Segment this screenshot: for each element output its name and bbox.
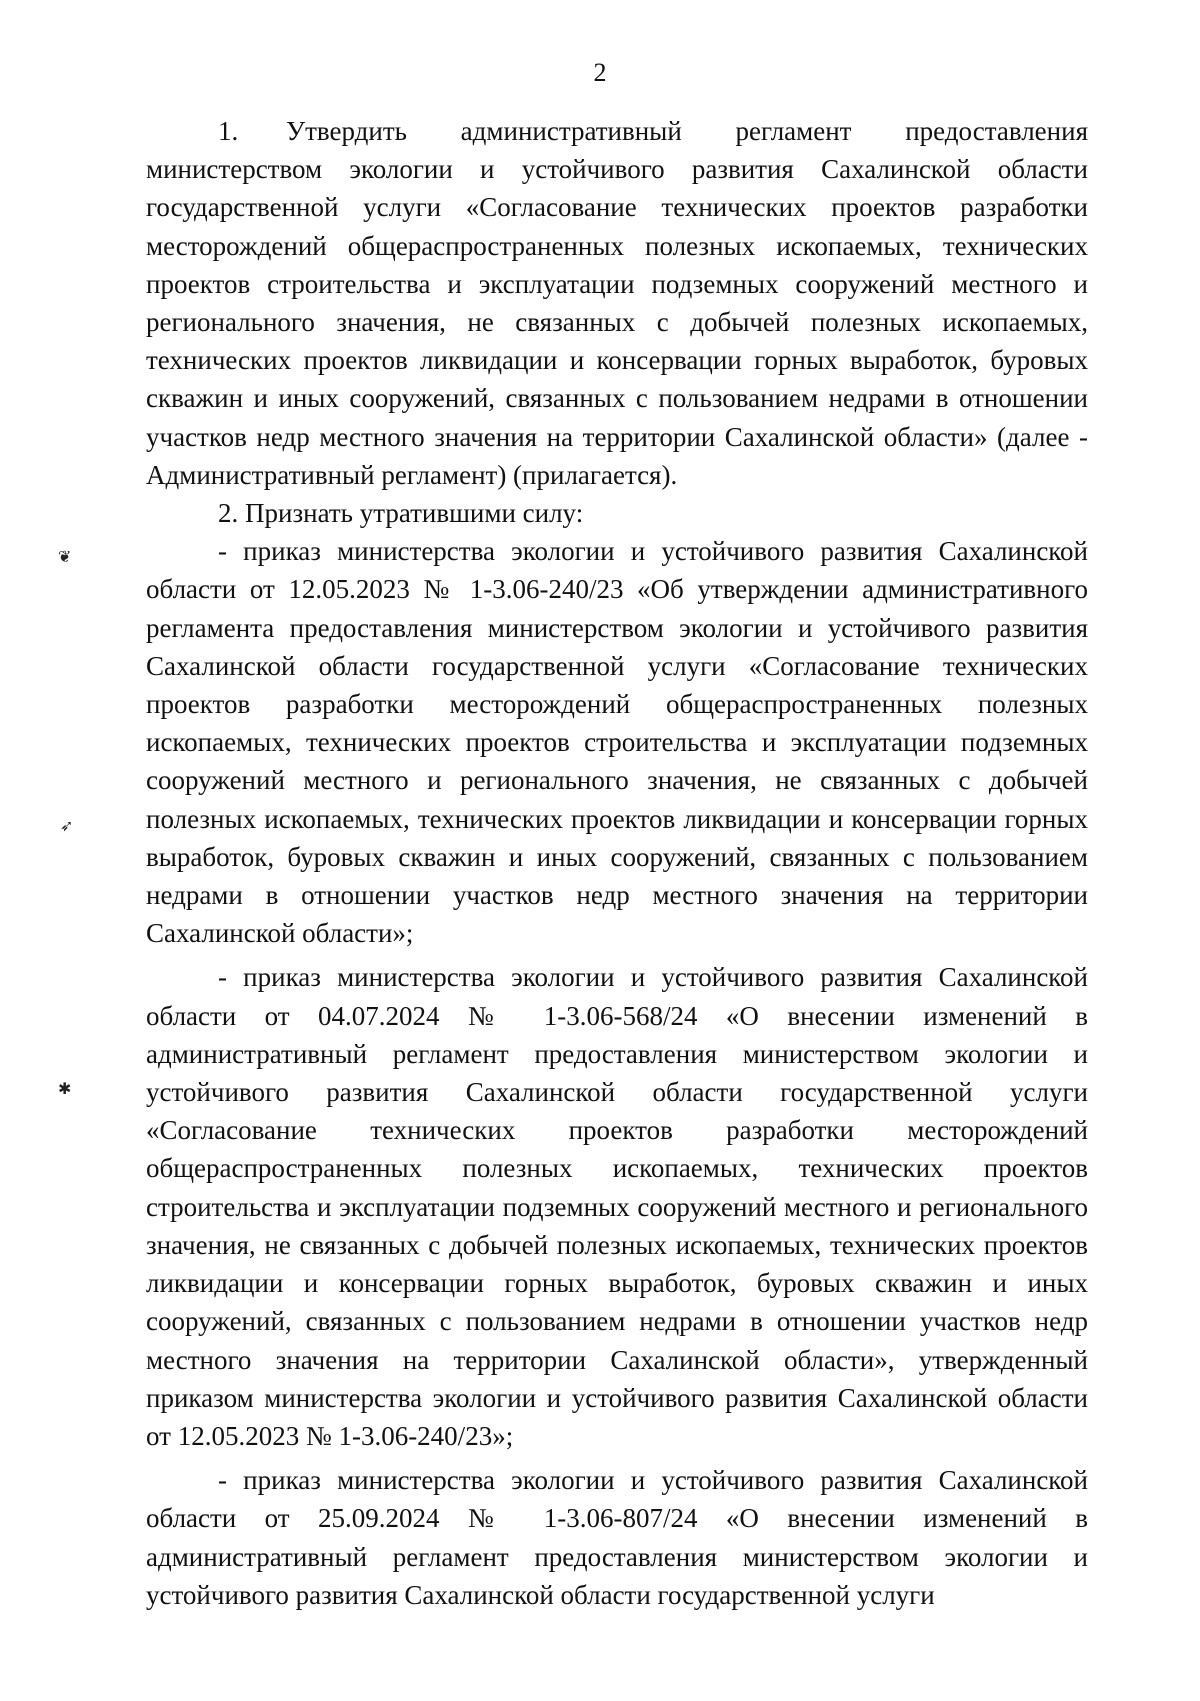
paragraph-text: Утвердить административный регламент предоставления министерством экологии и устойчивого развития Сахалинской области государственной услуги «Согласование технических проектов разработки месторождений общераспространенных полезных ископаемых, технических проектов строительства и эксплуатации подземных сооружений местного и регионального значения, не связанных с добычей полезных ископаемых, технических проектов ликвидации и консервации горных выработок, буровых скважин и иных сооружений, связанных с пользованием недрами в отношении участков недр местного значения на территории Сахалинской области» (далее - Административный регламент) (прилагается).: [146, 116, 1088, 490]
paragraph-item-2: [146, 494, 1088, 532]
scan-mark: ➶: [60, 818, 74, 835]
paragraph-order-3: [146, 1461, 1088, 1614]
paragraph-text: 2. Признать утратившими силу:: [218, 498, 584, 529]
paragraph-order-1: [146, 532, 1088, 952]
paragraph-text: - приказ министерства экологии и устойчивого развития Сахалинской области от 12.05.2023 № 1-3.06-240/23 «Об утверждении административного регламента предоставления министерством экологии и устойчивого развития Сахалинской области государственной услуги «Согласование технических проектов разработки месторождений общераспространенных полезных ископаемых, технических проектов строительства и эксплуатации подземных сооружений местного и регионального значения, не связанных с добычей полезных ископаемых, технических проектов ликвидации и консервации горных выработок, буровых скважин и иных сооружений, связанных с пользованием недрами в отношении участков недр местного значения на территории Сахалинской области»;: [146, 536, 1088, 949]
paragraph-text: - приказ министерства экологии и устойчивого развития Сахалинской области от 04.07.2024 № 1-3.06-568/24 «О внесении изменений в административный регламент предоставления министерством экологии и устойчивого развития Сахалинской области государственной услуги «Согласование технических проектов разработки месторождений общераспространенных полезных ископаемых, технических проектов строительства и эксплуатации подземных сооружений местного и регионального значения, не связанных с добычей полезных ископаемых, технических проектов ликвидации и консервации горных выработок, буровых скважин и иных сооружений, связанных с пользованием недрами в отношении участков недр местного значения на территории Сахалинской области», утвержденный приказом министерства экологии и устойчивого развития Сахалинской области от 12.05.2023 № 1-3.06-240/23»;: [146, 962, 1088, 1451]
paragraph-item-1: [146, 112, 1088, 494]
paragraph-text: - приказ министерства экологии и устойчивого развития Сахалинской области от 25.09.2024 № 1-3.06-807/24 «О внесении изменений в административный регламент предоставления министерством экологии и устойчивого развития Сахалинской области государственной услуги: [146, 1465, 1088, 1610]
paragraph-number: 1.: [218, 116, 239, 146]
scan-mark: ❦: [58, 549, 72, 566]
scan-mark: ✱: [58, 1081, 72, 1098]
page-number: 2: [593, 58, 607, 87]
document-body: [146, 112, 1088, 1614]
paragraph-order-2: [146, 958, 1088, 1455]
